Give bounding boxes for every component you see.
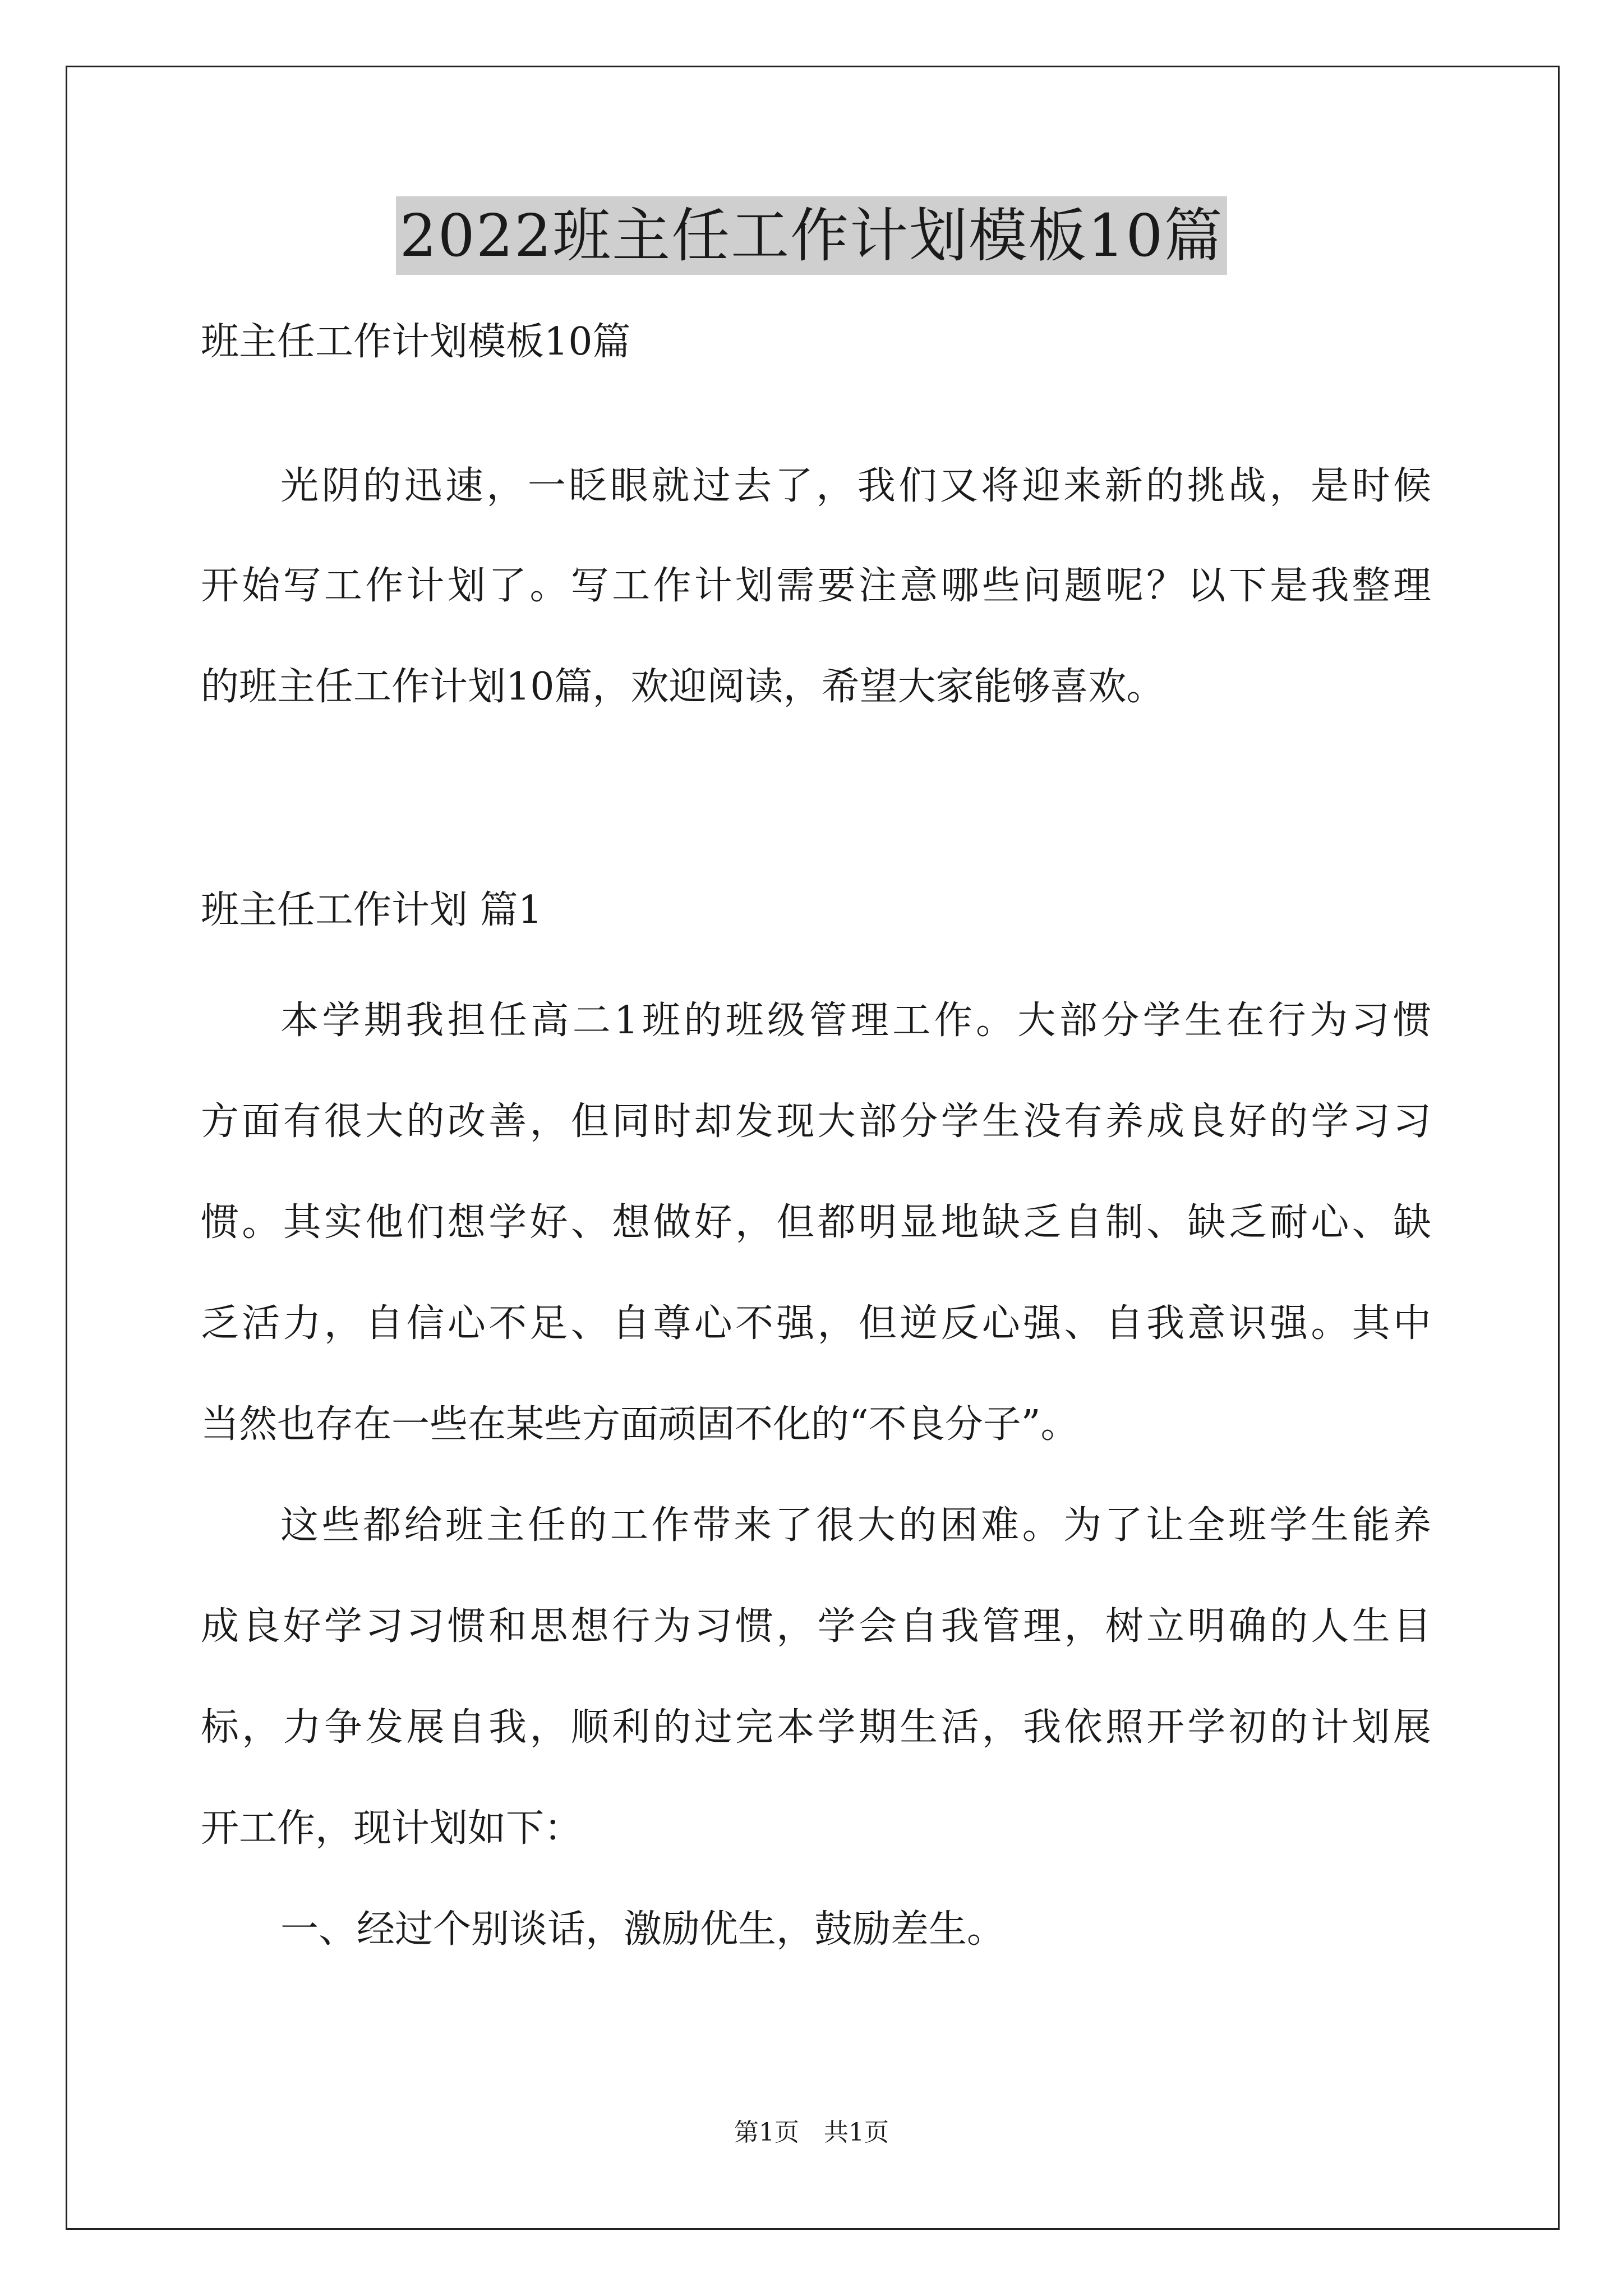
page-footer: 第1页 共1页: [734, 2118, 889, 2147]
document-title: 2022班主任工作计划模板10篇: [396, 196, 1227, 275]
intro-line-3: 的班主任工作计划10篇，欢迎阅读，希望大家能够喜欢。: [201, 665, 1165, 709]
document-subtitle: 班主任工作计划模板10篇: [201, 320, 631, 364]
para2-line-3: 标，力争发展自我，顺利的过完本学期生活，我依照开学初的计划展: [201, 1705, 1431, 1750]
para1-line-4: 乏活力，自信心不足、自尊心不强，但逆反心强、自我意识强。其中: [201, 1301, 1431, 1346]
para2-line-1: 这些都给班主任的工作带来了很大的困难。为了让全班学生能养: [280, 1503, 1431, 1548]
title-block: [0, 196, 1623, 275]
section-heading: 班主任工作计划 篇1: [201, 888, 542, 932]
intro-line-2: 开始写工作计划了。写工作计划需要注意哪些问题呢？以下是我整理: [201, 564, 1431, 608]
para1-line-3: 惯。其实他们想学好、想做好，但都明显地缺乏自制、缺乏耐心、缺: [201, 1200, 1431, 1245]
intro-line-1: 光阴的迅速，一眨眼就过去了，我们又将迎来新的挑战，是时候: [280, 464, 1431, 508]
para2-line-2: 成良好学习习惯和思想行为习惯，学会自我管理，树立明确的人生目: [201, 1604, 1431, 1649]
para1-line-5: 当然也存在一些在某些方面顽固不化的“不良分子”。: [201, 1402, 1079, 1447]
list-item-1: 一、经过个别谈话，激励优生，鼓励差生。: [280, 1907, 1006, 1952]
para1-line-2: 方面有很大的改善，但同时却发现大部分学生没有养成良好的学习习: [201, 1099, 1431, 1144]
para1-line-1: 本学期我担任高二1班的班级管理工作。大部分学生在行为习惯: [280, 999, 1431, 1043]
para2-line-4: 开工作，现计划如下：: [201, 1806, 583, 1851]
